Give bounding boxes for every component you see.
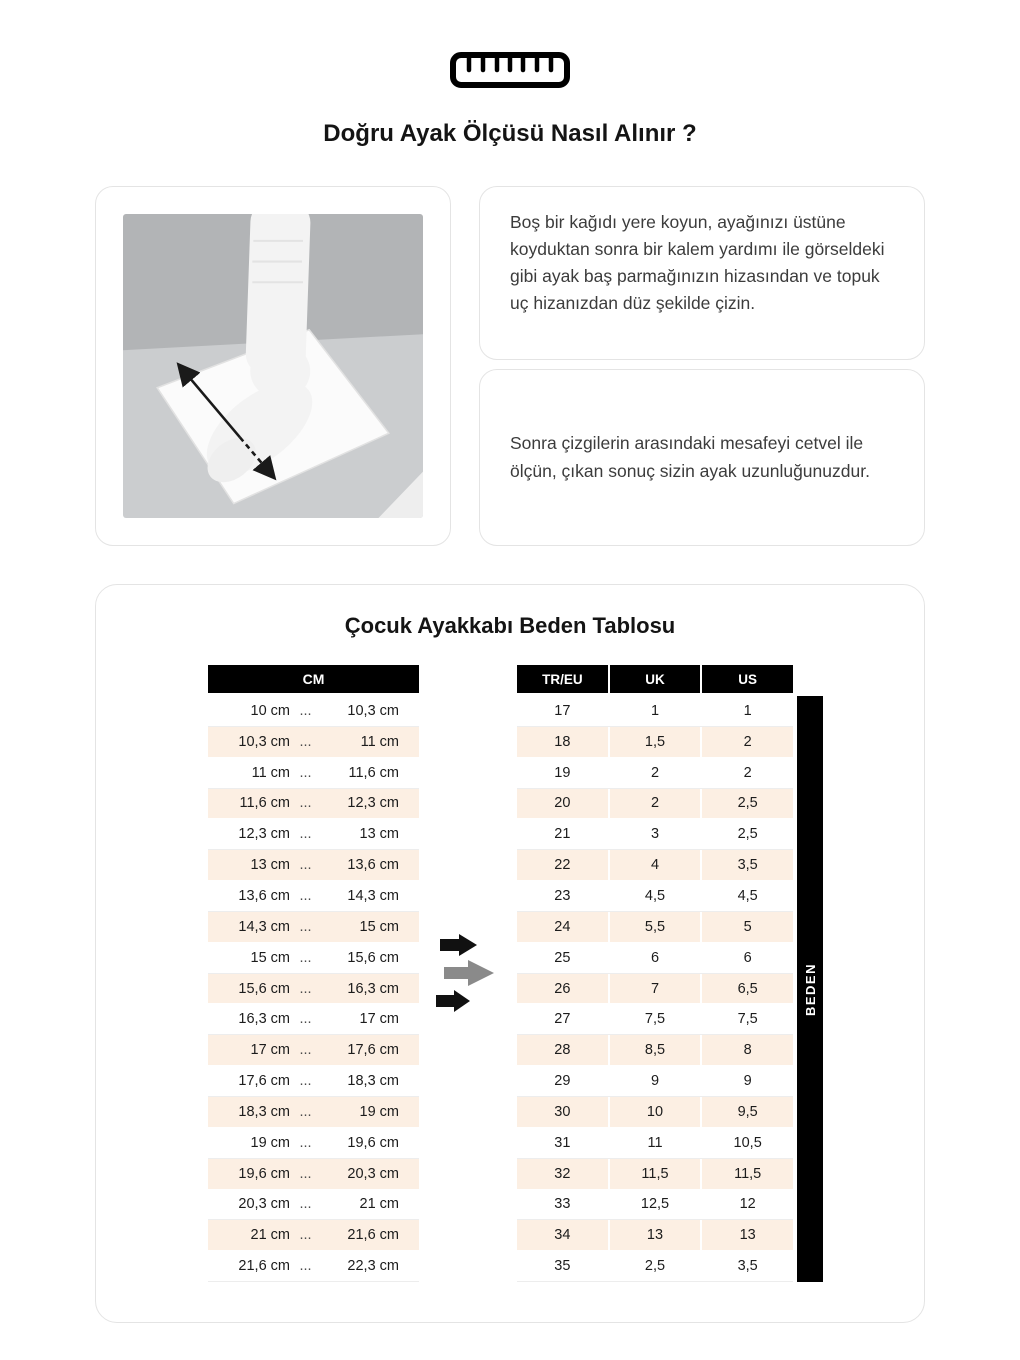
us-value: 6,5 [702,974,793,1004]
cm-table [208,665,419,1282]
cm-table-row [208,850,419,881]
beden-label: BEDEN [802,962,818,1016]
cm-max-value: 21,6 cm [347,1227,399,1244]
cm-max-value: 12,3 cm [347,795,399,812]
cm-min-value: 11 cm [251,764,290,781]
us-value: 3,5 [702,1251,793,1281]
conversion-table-row [517,789,793,820]
us-value: 2 [702,758,793,788]
conversion-table-row [517,1066,793,1097]
tr-eu-value: 25 [517,943,608,973]
conversion-table-row [517,1159,793,1190]
cm-min-value: 13,6 cm [238,887,290,904]
cm-table-row [208,789,419,820]
cm-table-row [208,1251,419,1282]
uk-value: 12,5 [610,1190,701,1220]
cm-table-row [208,912,419,943]
cm-table-row [208,1128,419,1159]
uk-value: 3 [610,819,701,849]
range-dots: ... [299,1196,312,1213]
conversion-table-row [517,1097,793,1128]
uk-value: 2,5 [610,1251,701,1281]
cm-max-value: 16,3 cm [347,980,399,997]
cm-min-value: 10,3 cm [238,733,290,750]
size-tables [208,665,924,1282]
cm-min-value: 17,6 cm [238,1073,290,1090]
us-value: 11,5 [702,1159,793,1189]
tr-eu-value: 35 [517,1251,608,1281]
cm-min-value: 12,3 cm [238,826,290,843]
uk-value: 13 [610,1220,701,1250]
cm-table-row [208,1220,419,1251]
range-dots: ... [299,702,312,719]
cm-min-value: 11,6 cm [239,795,290,812]
uk-value: 4 [610,850,701,880]
us-value: 2,5 [702,819,793,849]
conversion-table-row [517,1128,793,1159]
range-dots: ... [299,980,312,997]
us-value: 9 [702,1066,793,1096]
range-dots: ... [299,1073,312,1090]
cm-min-value: 14,3 cm [238,918,290,935]
uk-value: 1 [610,696,701,726]
range-dots: ... [299,1042,312,1059]
conversion-table-row [517,1190,793,1221]
us-value: 6 [702,943,793,973]
tr-eu-value: 33 [517,1190,608,1220]
us-value: 4,5 [702,881,793,911]
cm-max-value: 14,3 cm [347,887,399,904]
instruction-step-2-text: Sonra çizgilerin arasındaki mesafeyi cetvel ile ölçün, çıkan sonuç sizin ayak uzunluğunuzdur. [510,433,870,481]
cm-max-value: 19,6 cm [347,1134,399,1151]
cm-max-value: 19 cm [359,1103,399,1120]
tr-eu-value: 22 [517,850,608,880]
tr-eu-value: 18 [517,727,608,757]
range-dots: ... [299,733,312,750]
uk-value: 4,5 [610,881,701,911]
tr-eu-value: 17 [517,696,608,726]
range-dots: ... [299,857,312,874]
uk-value: 5,5 [610,912,701,942]
conversion-arrows-icon [419,665,517,1282]
us-value: 5 [702,912,793,942]
cm-max-value: 22,3 cm [347,1258,399,1275]
us-value: 9,5 [702,1097,793,1127]
header-tr-eu: TR/EU [517,665,608,693]
conversion-table-row [517,850,793,881]
header-us: US [702,665,793,693]
cm-table-row [208,943,419,974]
us-value: 2,5 [702,789,793,819]
cm-max-value: 21 cm [359,1196,399,1213]
tr-eu-value: 32 [517,1159,608,1189]
conversion-table-row [517,727,793,758]
page-title: Doğru Ayak Ölçüsü Nasıl Alınır ? [323,120,697,147]
range-dots: ... [299,887,312,904]
cm-table-row [208,727,419,758]
beden-vertical-bar [797,696,823,1282]
conversion-table-row [517,1220,793,1251]
cm-max-value: 17 cm [359,1011,399,1028]
conversion-table-row [517,912,793,943]
uk-value: 7,5 [610,1004,701,1034]
uk-value: 6 [610,943,701,973]
cm-max-value: 17,6 cm [347,1042,399,1059]
range-dots: ... [299,918,312,935]
us-value: 10,5 [702,1128,793,1158]
us-value: 7,5 [702,1004,793,1034]
cm-table-row [208,1159,419,1190]
range-dots: ... [299,826,312,843]
us-value: 13 [702,1220,793,1250]
cm-table-row [208,1190,419,1221]
instruction-step-2 [479,369,925,546]
uk-value: 9 [610,1066,701,1096]
cm-max-value: 13 cm [359,826,399,843]
conversion-table-row [517,943,793,974]
uk-value: 2 [610,789,701,819]
cm-table-row [208,819,419,850]
range-dots: ... [299,1165,312,1182]
cm-table-row [208,1004,419,1035]
uk-value: 1,5 [610,727,701,757]
us-value: 1 [702,696,793,726]
foot-on-paper-illustration [123,214,423,518]
tr-eu-value: 30 [517,1097,608,1127]
uk-value: 10 [610,1097,701,1127]
conversion-table-row [517,1004,793,1035]
cm-min-value: 17 cm [250,1042,290,1059]
cm-max-value: 15 cm [359,918,399,935]
conversion-table-row [517,881,793,912]
cm-min-value: 21 cm [250,1227,290,1244]
cm-min-value: 18,3 cm [238,1103,290,1120]
tr-eu-value: 27 [517,1004,608,1034]
cm-max-value: 20,3 cm [347,1165,399,1182]
tr-eu-value: 28 [517,1035,608,1065]
cm-min-value: 20,3 cm [238,1196,290,1213]
uk-value: 8,5 [610,1035,701,1065]
tr-eu-value: 26 [517,974,608,1004]
cm-max-value: 11,6 cm [348,764,399,781]
cm-table-body [208,696,419,1282]
foot-measurement-photo [95,186,451,546]
cm-max-value: 10,3 cm [347,702,399,719]
cm-max-value: 15,6 cm [347,949,399,966]
ruler-icon [0,0,1020,92]
tr-eu-value: 20 [517,789,608,819]
cm-min-value: 21,6 cm [238,1258,290,1275]
tr-eu-value: 34 [517,1220,608,1250]
range-dots: ... [299,1103,312,1120]
cm-table-row [208,1066,419,1097]
range-dots: ... [299,949,312,966]
instruction-boxes [479,186,925,546]
cm-table-row [208,758,419,789]
tr-eu-value: 31 [517,1128,608,1158]
range-dots: ... [299,1011,312,1028]
cm-max-value: 13,6 cm [347,857,399,874]
tr-eu-value: 19 [517,758,608,788]
conversion-table [517,665,793,1282]
size-table-body [517,696,793,1282]
uk-value: 2 [610,758,701,788]
range-dots: ... [299,1134,312,1151]
us-value: 2 [702,727,793,757]
cm-min-value: 19 cm [250,1134,290,1151]
instruction-step-1-text: Boş bir kağıdı yere koyun, ayağınızı üstüne koyduktan sonra bir kalem yardımı ile görseldeki gibi ayak baş parmağınızın hizasından ve topuk uç hizanızdan düz şekilde çizin. [510,212,885,314]
cm-min-value: 16,3 cm [238,1011,290,1028]
cm-table-row [208,1097,419,1128]
instruction-step-1 [479,186,925,360]
conversion-table-row [517,819,793,850]
cm-max-value: 18,3 cm [347,1073,399,1090]
cm-min-value: 10 cm [250,702,290,719]
cm-min-value: 15,6 cm [238,980,290,997]
cm-max-value: 11 cm [360,733,399,750]
us-value: 8 [702,1035,793,1065]
conversion-table-header [517,665,793,693]
uk-value: 11,5 [610,1159,701,1189]
cm-table-row [208,974,419,1005]
us-value: 3,5 [702,850,793,880]
cm-min-value: 15 cm [250,949,290,966]
uk-value: 7 [610,974,701,1004]
instructions-section [0,186,1020,546]
tr-eu-value: 23 [517,881,608,911]
tr-eu-value: 21 [517,819,608,849]
us-value: 12 [702,1190,793,1220]
cm-table-row [208,881,419,912]
uk-value: 11 [610,1128,701,1158]
conversion-table-row [517,974,793,1005]
size-table-card [95,584,925,1323]
cm-table-row [208,1035,419,1066]
range-dots: ... [299,1258,312,1275]
cm-table-row [208,696,419,727]
cm-min-value: 19,6 cm [238,1165,290,1182]
conversion-table-row [517,696,793,727]
size-table-title: Çocuk Ayakkabı Beden Tablosu [344,613,676,638]
range-dots: ... [299,1227,312,1244]
tr-eu-value: 24 [517,912,608,942]
tr-eu-value: 29 [517,1066,608,1096]
range-dots: ... [299,795,312,812]
conversion-table-row [517,1251,793,1282]
cm-table-header: CM [208,665,419,693]
conversion-table-row [517,758,793,789]
header-uk: UK [610,665,701,693]
range-dots: ... [299,764,312,781]
conversion-table-row [517,1035,793,1066]
cm-min-value: 13 cm [250,857,290,874]
